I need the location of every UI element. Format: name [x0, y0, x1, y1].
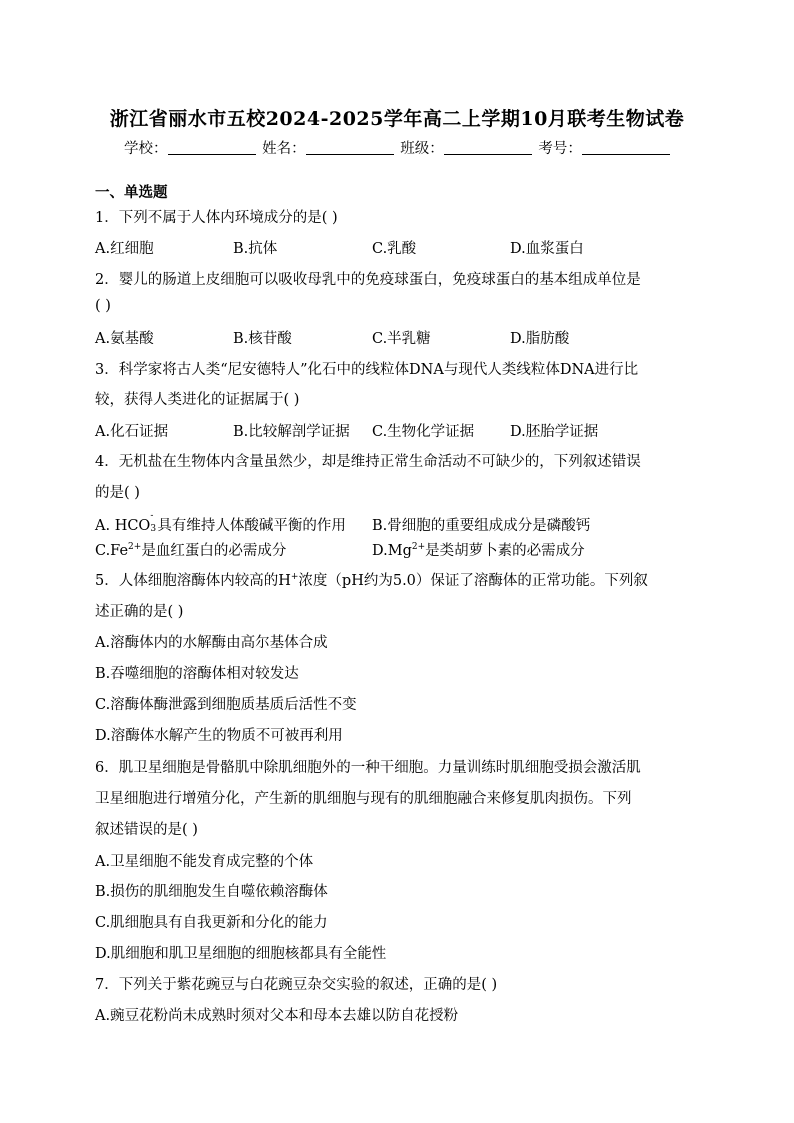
question-7-stem: 7．下列关于紫花豌豆与白花豌豆杂交实验的叙述，正确的是( ) — [95, 977, 498, 993]
field-school-label: 学校： — [124, 141, 168, 157]
q6-option-d: D.肌细胞和肌卫星细胞的细胞核都具有全能性 — [95, 946, 387, 962]
question-3-stem-line-2: 较，获得人类进化的证据属于( ) — [95, 392, 300, 408]
exam-title: 浙江省丽水市五校2024-2025学年高二上学期10月联考生物试卷 — [109, 108, 685, 130]
class-blank[interactable] — [444, 140, 532, 155]
q5-option-c: C.溶酶体酶泄露到细胞质基质后活性不变 — [95, 697, 357, 713]
q4-option-c-pre: C.Fe — [95, 543, 129, 559]
section-title: 一、单选题 — [95, 184, 168, 201]
q4-option-d-pre: D.Mg — [372, 543, 412, 559]
q1-option-d: D.血浆蛋白 — [510, 241, 584, 257]
question-6-stem-line-2: 卫星细胞进行增殖分化，产生新的肌细胞与现有的肌细胞融合来修复肌肉损伤。下列 — [95, 791, 632, 807]
question-4-stem-line-1: 4．无机盐在生物体内含量虽然少，却是维持正常生命活动不可缺少的，下列叙述错误 — [95, 454, 641, 470]
q3-option-d: D.胚胎学证据 — [510, 424, 599, 440]
q4-option-d-post: 是类胡萝卜素的必需成分 — [425, 543, 585, 559]
field-number-label: 考号： — [538, 141, 582, 157]
question-6-stem-line-3: 叙述错误的是( ) — [95, 822, 198, 838]
question-1-stem: 1．下列不属于人体内环境成分的是( ) — [95, 210, 338, 226]
q1-option-c: C.乳酸 — [372, 241, 417, 257]
field-class-label: 班级： — [400, 141, 444, 157]
student-info-row — [124, 137, 672, 158]
q2-option-d: D.脂肪酸 — [510, 331, 570, 347]
q1-option-a: A.红细胞 — [95, 241, 154, 257]
q4-option-b-text: B.骨细胞的重要组成成分是磷酸钙 — [372, 518, 591, 534]
q3-option-b: B.比较解剖学证据 — [233, 424, 350, 440]
q4-option-c-sup: 2+ — [128, 542, 142, 553]
q7-option-a: A.豌豆花粉尚未成熟时须对父本和母本去雄以防自花授粉 — [95, 1008, 459, 1024]
q5-stem-sup: + — [290, 572, 299, 583]
q6-option-c: C.肌细胞具有自我更新和分化的能力 — [95, 915, 328, 931]
q4-option-c — [95, 539, 286, 560]
q2-option-c: C.半乳糖 — [372, 331, 431, 347]
question-6-stem-line-1: 6．肌卫星细胞是骨骼肌中除肌细胞外的一种干细胞。力量训练时肌细胞受损会激活肌 — [95, 760, 641, 776]
q3-option-a: A.化石证据 — [95, 424, 169, 440]
q6-option-b: B.损伤的肌细胞发生自噬依赖溶酶体 — [95, 884, 328, 900]
name-blank[interactable] — [306, 140, 394, 155]
q5-option-b: B.吞噬细胞的溶酶体相对较发达 — [95, 666, 299, 682]
question-3-stem-line-1: 3．科学家将古人类“尼安德特人”化石中的线粒体DNA与现代人类线粒体DNA进行比 — [95, 362, 639, 378]
q4-option-c-post: 是血红蛋白的必需成分 — [141, 543, 287, 559]
question-5-stem-line-1 — [95, 569, 648, 590]
q4-option-b — [372, 514, 590, 535]
q2-option-a: A.氨基酸 — [95, 331, 154, 347]
q4-option-a-pre: A. HCO — [95, 518, 151, 534]
q4-option-d — [372, 539, 585, 560]
field-name-label: 姓名： — [262, 141, 306, 157]
q2-option-b: B.核苷酸 — [233, 331, 292, 347]
q4-option-d-sup: 2+ — [411, 542, 426, 553]
q1-option-b: B.抗体 — [233, 241, 278, 257]
q4-option-a — [95, 511, 346, 535]
school-blank[interactable] — [168, 140, 256, 155]
question-5-stem-line-2: 述正确的是( ) — [95, 604, 184, 620]
q5-stem-post: 浓度（pH约为5.0）保证了溶酶体的正常功能。下列叙 — [298, 573, 648, 589]
q6-option-a: A.卫星细胞不能发育成完整的个体 — [95, 854, 314, 870]
q4-option-a-sup: - — [150, 511, 154, 521]
question-2-stem-line-2: ( ) — [95, 298, 111, 314]
q5-option-d: D.溶酶体水解产生的物质不可被再利用 — [95, 728, 343, 744]
q4-option-a-sub: 3 — [150, 524, 157, 534]
number-blank[interactable] — [582, 140, 670, 155]
question-2-stem-line-1: 2．婴儿的肠道上皮细胞可以吸收母乳中的免疫球蛋白，免疫球蛋白的基本组成单位是 — [95, 272, 641, 288]
q5-option-a: A.溶酶体内的水解酶由高尔基体合成 — [95, 635, 328, 651]
question-4-stem-line-2: 的是( ) — [95, 485, 140, 501]
q3-option-c: C.生物化学证据 — [372, 424, 475, 440]
q4-option-a-post: 具有维持人体酸碱平衡的作用 — [157, 518, 346, 534]
q5-stem-pre: 5．人体细胞溶酶体内较高的H — [95, 573, 291, 589]
